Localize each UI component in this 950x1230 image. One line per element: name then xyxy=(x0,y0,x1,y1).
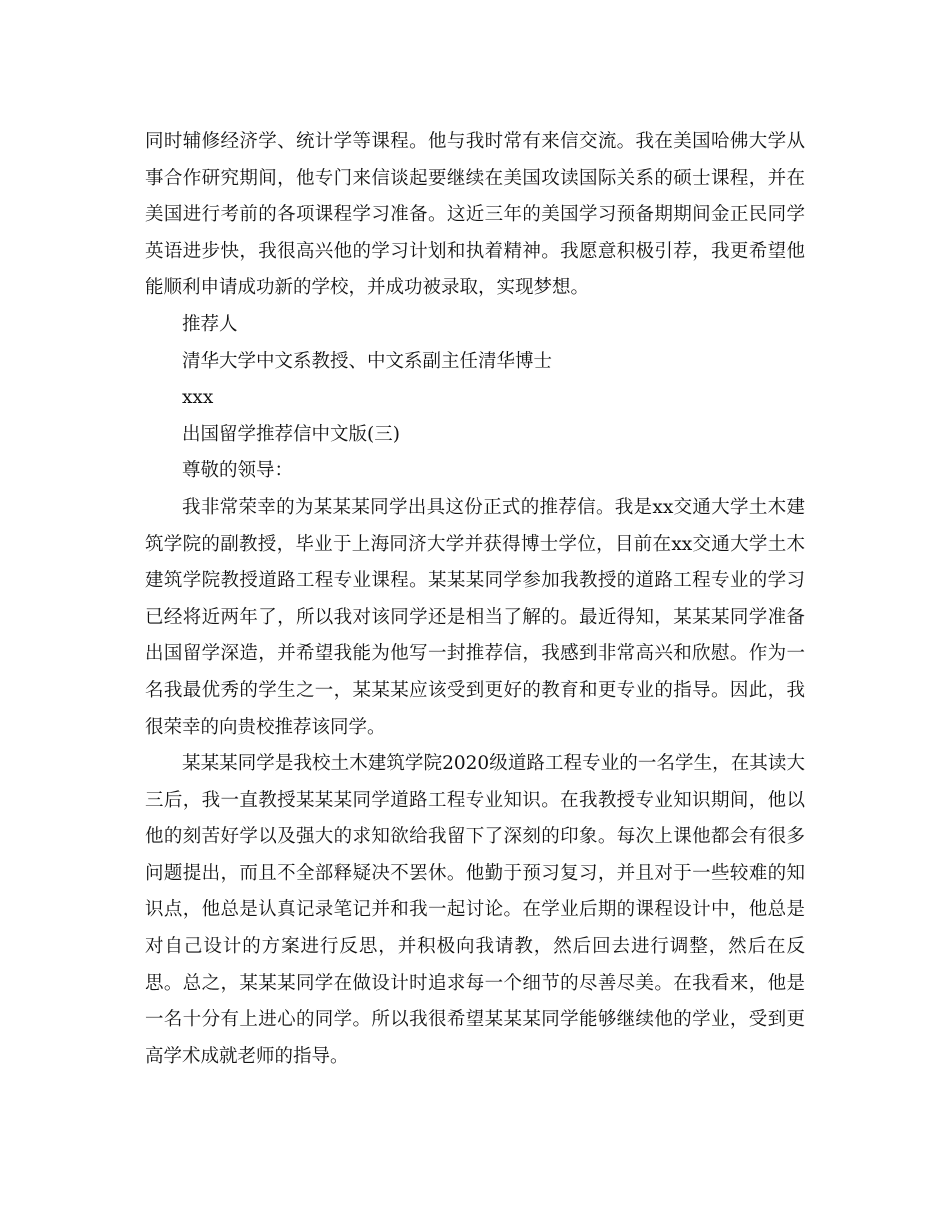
salutation: 尊敬的领导： xyxy=(182,460,294,482)
referee-name: xxx xyxy=(182,387,214,409)
section-title: 出国留学推荐信中文版(三) xyxy=(182,423,400,445)
document-body xyxy=(145,124,805,1075)
referee-label: 推荐人 xyxy=(182,313,238,335)
paragraph-continued: 同时辅修经济学、统计学等课程。他与我时常有来信交流。我在美国哈佛大学从事合作研究期间，他专门来信谈起要继续在美国攻读国际关系的硕士课程，并在美国进行考前的各项课程学习准备。这近三年的美国学习预备期期间金正民同学英语进步快，我很高兴他的学习计划和执着精神。我愿意积极引荐，我更希望他能顺利申请成功新的学校，并成功被录取，实现梦想。 xyxy=(145,131,805,299)
paragraph-2: 某某某同学是我校土木建筑学院2020级道路工程专业的一名学生，在其读大三后，我一直教授某某某同学道路工程专业知识。在我教授专业知识期间，他以他的刻苦好学以及强大的求知欲给我留下了深刻的印象。每次上课他都会有很多问题提出，而且不全部释疑决不罢休。他勤于预习复习，并且对于一些较难的知识点，他总是认真记录笔记并和我一起讨论。在学业后期的课程设计中，他总是对自己设计的方案进行反思，并积极向我请教，然后回去进行调整，然后在反思。总之，某某某同学在做设计时追求每一个细节的尽善尽美。在我看来，他是一名十分有上进心的同学。所以我很希望某某某同学能够继续他的学业，受到更高学术成就老师的指导。 xyxy=(145,753,805,1067)
referee-title: 清华大学中文系教授、中文系副主任清华博士 xyxy=(182,350,553,372)
paragraph-1: 我非常荣幸的为某某某同学出具这份正式的推荐信。我是xx交通大学土木建筑学院的副教授，毕业于上海同济大学并获得博士学位，目前在xx交通大学土木建筑学院教授道路工程专业课程。某某某同学参加我教授的道路工程专业的学习已经将近两年了，所以我对该同学还是相当了解的。最近得知，某某某同学准备出国留学深造，并希望我能为他写一封推荐信，我感到非常高兴和欣慰。作为一名我最优秀的学生之一，某某某应该受到更好的教育和更专业的指导。因此，我很荣幸的向贵校推荐该同学。 xyxy=(145,496,805,738)
